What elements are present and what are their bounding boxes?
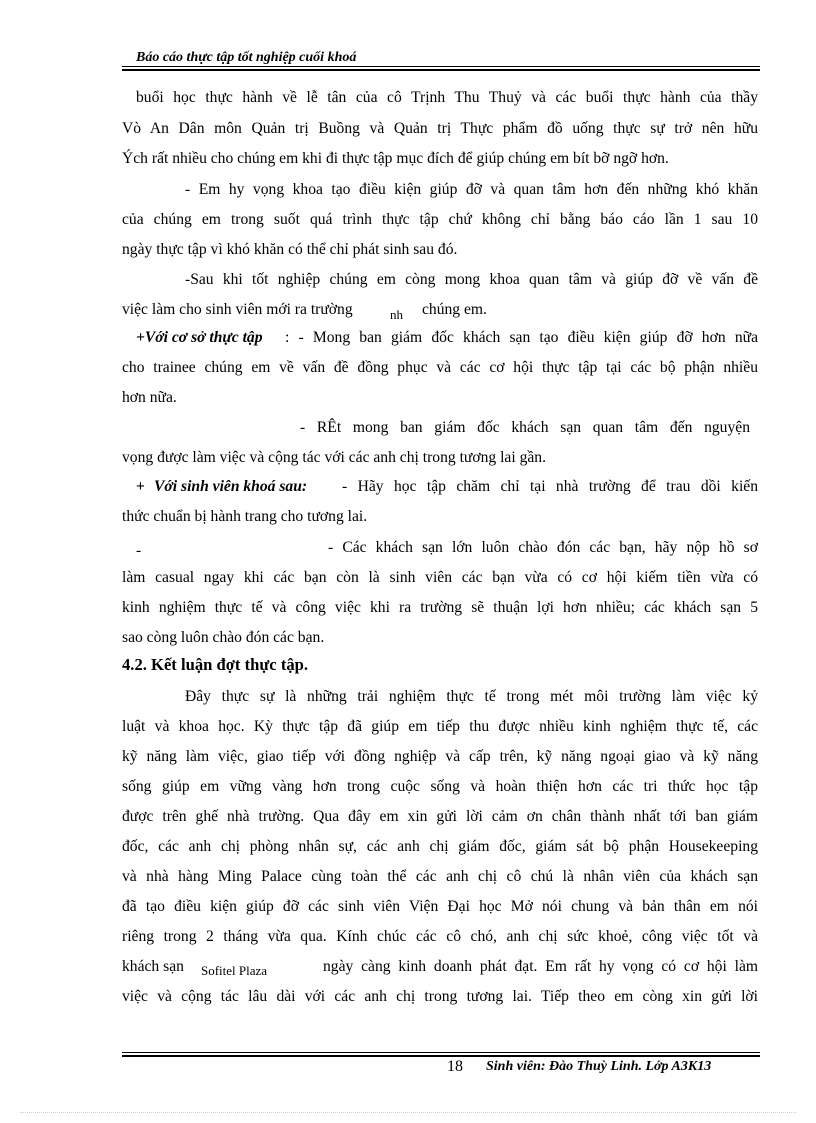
body-line: đốc, các anh chị phòng nhân sự, các anh chị giám đốc, giám sát bộ phận Housekeeping (122, 838, 758, 855)
body-line: : - Mong ban giám đốc khách sạn tạo điều kiện giúp đỡ hơn nữa (285, 329, 758, 346)
body-line: thức chuẩn bị hành trang cho tương lai. (122, 508, 368, 525)
plus-marker: + (136, 478, 145, 495)
body-line: và nhà hàng Ming Palace cùng toàn thể các anh chị cô chú là nhân viên của khách sạn (122, 868, 758, 885)
body-line: ngày thực tập vì khó khăn có thể chỉ phát sinh sau đó. (122, 241, 458, 258)
footer-rule (122, 1052, 760, 1053)
body-line: ngày càng kinh doanh phát đạt. Em rất hy vọng có cơ hội làm (323, 958, 758, 975)
body-line: được trên ghế nhà trường. Qua đây em xin gửi lời cảm ơn chân thành nhất tới ban giám (122, 808, 758, 825)
body-line: -Sau khi tốt nghiệp chúng em còng mong khoa quan tâm và giúp đỡ về vấn đề (185, 271, 758, 288)
body-line: sao còng luôn chào đón các bạn. (122, 629, 325, 646)
page-number: 18 (447, 1058, 463, 1075)
body-line: của chúng em trong suốt quá trình thực tập chứ không chỉ bằng báo cáo lần 1 sau 10 (122, 211, 758, 228)
body-line: - Em hy vọng khoa tạo điều kiện giúp đỡ và quan tâm hơn đến những khó khăn (185, 181, 758, 198)
body-line: hơn nữa. (122, 389, 177, 406)
footer-rule-thick (122, 1055, 760, 1057)
body-line: kinh nghiệm thực tế và công việc khi ra trường sẽ thuận lợi hơn nhiều; các khách sạn 5 (122, 599, 758, 616)
dash-marker: - (136, 542, 142, 559)
body-line: luật và khoa học. Kỳ thực tập đã giúp em tiếp thu được nhiều kinh nghiệm thực tế, các (122, 718, 758, 735)
hotel-name: Sofitel Plaza (201, 963, 268, 978)
body-line: riêng trong 2 tháng vừa qua. Kính chúc các cô chó, anh chị sức khoẻ, công việc tốt và (122, 928, 758, 945)
section-label: Với sinh viên khoá sau: (154, 478, 308, 495)
body-line: - Các khách sạn lớn luôn chào đón các bạn, hãy nộp hồ sơ (328, 539, 758, 556)
body-line-fragment: nh (390, 307, 403, 322)
body-line: buổi học thực hành về lễ tân của cô Trịnh Thu Thuỷ và các buổi thực hành của thầy (136, 89, 758, 106)
body-line: làm casual ngay khi các bạn còn là sinh viên các bạn vừa có cơ hội kiếm tiền vừa có (122, 569, 758, 586)
body-line: Vò An Dân môn Quản trị Buồng và Quản trị Thực phẩm đồ uống thực sự trở nên hữu (122, 120, 758, 137)
body-line: Đây thực sự là những trải nghiệm thực tế trong mét môi trường làm việc kỷ (185, 688, 758, 705)
header-rule (122, 66, 760, 67)
body-line: cho trainee chúng em về vấn đề đồng phục và các cơ hội thực tập tại các bộ phận nhiều (122, 359, 758, 376)
page-edge (20, 1112, 796, 1113)
body-line: khách sạn (122, 958, 184, 975)
body-line: việc làm cho sinh viên mới ra trường (122, 301, 353, 318)
body-line: vọng được làm việc và cộng tác với các anh chị trong tương lai gần. (122, 449, 546, 466)
header-title: Báo cáo thực tập tốt nghiệp cuối khoá (136, 50, 357, 65)
header-rule-thick (122, 69, 760, 71)
footer-student: Sinh viên: Đào Thuỳ Linh. Lớp A3K13 (486, 1059, 712, 1074)
body-line: kỹ năng làm việc, giao tiếp với đồng nghiệp và cấp trên, kỹ năng ngoại giao và kỹ năng (122, 748, 758, 765)
body-line: đã tạo điều kiện giúp đỡ các sinh viên Viện Đại học Mở nói chung và bản thân em nói (122, 898, 758, 915)
section-label: +Với cơ sở thực tập (136, 329, 263, 346)
body-line: - RÊt mong ban giám đốc khách sạn quan tâm đến nguyện (300, 419, 750, 436)
body-line: chúng em. (422, 301, 487, 318)
body-line: Ých rất nhiều cho chúng em khi đi thực tập mục đích để giúp chúng em bít bỡ ngỡ hơn. (122, 150, 669, 167)
body-line: - Hãy học tập chăm chỉ tại nhà trường để trau dồi kiến (342, 478, 758, 495)
section-heading: 4.2. Kết luận đợt thực tập. (122, 655, 309, 674)
body-line: việc và cộng tác lâu dài với các anh chị trong tương lai. Tiếp theo em còng xin gửi lời (122, 988, 758, 1005)
body-line: sống giúp em vững vàng hơn trong cuộc sống và hoàn thiện hơn các tri thức học tập (122, 778, 758, 795)
